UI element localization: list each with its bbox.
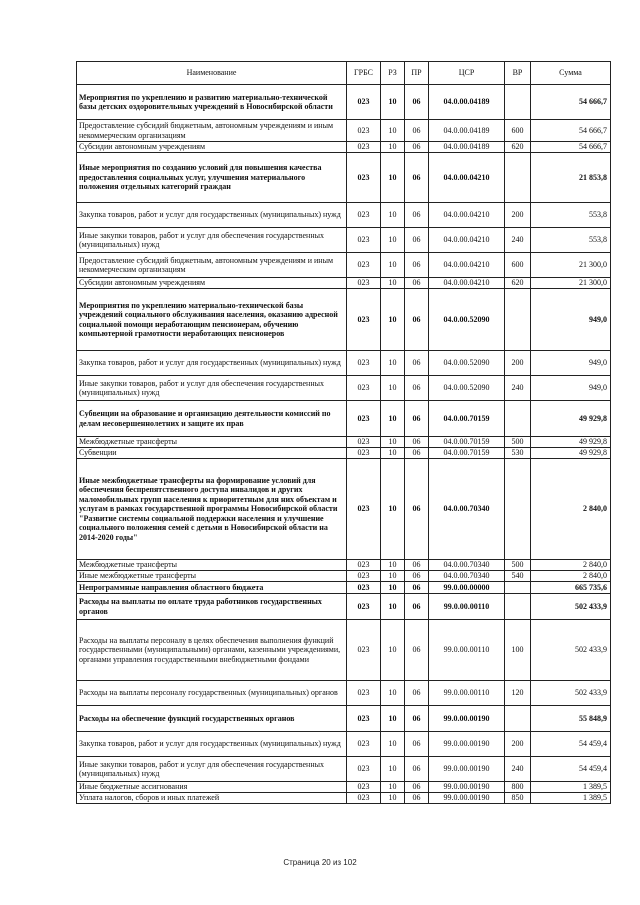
- row-name-cell: Расходы на выплаты по оплате труда работников государственных органов: [77, 594, 347, 620]
- row-rz-cell: 10: [381, 582, 405, 594]
- row-vr-cell: [505, 594, 531, 620]
- row-pr-cell: 06: [405, 351, 429, 376]
- row-vr-cell: 200: [505, 732, 531, 757]
- row-csr-cell: 04.0.00.04189: [429, 142, 505, 153]
- row-pr-cell: 06: [405, 153, 429, 203]
- row-name-cell: Субвенции на образование и организацию деятельности комиссий по делам несовершеннолетних и защите их прав: [77, 401, 347, 437]
- row-pr-cell: 06: [405, 85, 429, 120]
- row-csr-cell: 04.0.00.70340: [429, 459, 505, 560]
- row-grbs-cell: 023: [347, 782, 381, 793]
- row-rz-cell: 10: [381, 401, 405, 437]
- row-vr-cell: 120: [505, 681, 531, 706]
- row-pr-cell: 06: [405, 594, 429, 620]
- row-grbs-cell: 023: [347, 401, 381, 437]
- row-grbs-cell: 023: [347, 620, 381, 681]
- row-grbs-cell: 023: [347, 120, 381, 142]
- table-row: [77, 782, 611, 793]
- row-rz-cell: 10: [381, 782, 405, 793]
- row-pr-cell: 06: [405, 560, 429, 571]
- row-sum-cell: 1 389,5: [531, 793, 611, 804]
- row-grbs-cell: 023: [347, 459, 381, 560]
- header-rz: РЗ: [381, 62, 405, 85]
- row-pr-cell: 06: [405, 757, 429, 782]
- row-pr-cell: 06: [405, 793, 429, 804]
- row-vr-cell: [505, 401, 531, 437]
- row-sum-cell: 54 666,7: [531, 85, 611, 120]
- row-name-cell: Субсидии автономным учреждениям: [77, 278, 347, 289]
- row-pr-cell: 06: [405, 289, 429, 351]
- row-grbs-cell: 023: [347, 732, 381, 757]
- header-grbs: ГРБС: [347, 62, 381, 85]
- row-pr-cell: 06: [405, 620, 429, 681]
- row-vr-cell: 530: [505, 448, 531, 459]
- row-rz-cell: 10: [381, 153, 405, 203]
- row-name-cell: Иные бюджетные ассигнования: [77, 782, 347, 793]
- row-name-cell: Расходы на выплаты персоналу в целях обеспечения выполнения функций государственными (муниципальными) органами, казенными учреждениями, органами управления государственными внебюджетными фондами: [77, 620, 347, 681]
- row-rz-cell: 10: [381, 203, 405, 228]
- row-vr-cell: 100: [505, 620, 531, 681]
- row-sum-cell: 502 433,9: [531, 594, 611, 620]
- row-csr-cell: 04.0.00.70159: [429, 437, 505, 448]
- row-grbs-cell: 023: [347, 437, 381, 448]
- row-vr-cell: 540: [505, 571, 531, 582]
- row-rz-cell: 10: [381, 620, 405, 681]
- row-grbs-cell: 023: [347, 376, 381, 401]
- row-csr-cell: 99.0.00.00190: [429, 782, 505, 793]
- row-sum-cell: 2 840,0: [531, 571, 611, 582]
- row-name-cell: Мероприятия по укреплению и развитию материально-технической базы детских оздоровительных учреждений в Новосибирской области: [77, 85, 347, 120]
- row-vr-cell: 620: [505, 142, 531, 153]
- row-name-cell: Субвенции: [77, 448, 347, 459]
- row-pr-cell: 06: [405, 681, 429, 706]
- row-rz-cell: 10: [381, 253, 405, 278]
- row-rz-cell: 10: [381, 594, 405, 620]
- row-grbs-cell: 023: [347, 582, 381, 594]
- row-vr-cell: 240: [505, 228, 531, 253]
- row-pr-cell: 06: [405, 437, 429, 448]
- row-pr-cell: 06: [405, 228, 429, 253]
- row-pr-cell: 06: [405, 732, 429, 757]
- row-rz-cell: 10: [381, 706, 405, 732]
- row-rz-cell: 10: [381, 448, 405, 459]
- row-grbs-cell: 023: [347, 594, 381, 620]
- row-rz-cell: 10: [381, 289, 405, 351]
- row-rz-cell: 10: [381, 571, 405, 582]
- row-rz-cell: 10: [381, 681, 405, 706]
- row-sum-cell: 949,0: [531, 289, 611, 351]
- table-row: [77, 793, 611, 804]
- row-csr-cell: 04.0.00.04210: [429, 278, 505, 289]
- row-vr-cell: 200: [505, 203, 531, 228]
- table-row: [77, 153, 611, 203]
- table-row: [77, 571, 611, 582]
- row-name-cell: Иные закупки товаров, работ и услуг для обеспечения государственных (муниципальных) нужд: [77, 757, 347, 782]
- row-csr-cell: 04.0.00.70340: [429, 571, 505, 582]
- row-name-cell: Закупка товаров, работ и услуг для государственных (муниципальных) нужд: [77, 203, 347, 228]
- table-header-row: [77, 62, 611, 85]
- row-rz-cell: 10: [381, 560, 405, 571]
- row-sum-cell: 49 929,8: [531, 401, 611, 437]
- row-vr-cell: [505, 582, 531, 594]
- row-pr-cell: 06: [405, 706, 429, 732]
- row-csr-cell: 04.0.00.70159: [429, 401, 505, 437]
- row-grbs-cell: 023: [347, 228, 381, 253]
- row-vr-cell: [505, 459, 531, 560]
- header-csr: ЦСР: [429, 62, 505, 85]
- row-rz-cell: 10: [381, 437, 405, 448]
- row-grbs-cell: 023: [347, 571, 381, 582]
- row-grbs-cell: 023: [347, 448, 381, 459]
- table-row: [77, 253, 611, 278]
- row-name-cell: Закупка товаров, работ и услуг для государственных (муниципальных) нужд: [77, 732, 347, 757]
- row-vr-cell: 500: [505, 560, 531, 571]
- row-pr-cell: 06: [405, 459, 429, 560]
- row-rz-cell: 10: [381, 85, 405, 120]
- row-csr-cell: 04.0.00.04189: [429, 120, 505, 142]
- row-sum-cell: 2 840,0: [531, 560, 611, 571]
- row-vr-cell: 240: [505, 757, 531, 782]
- row-grbs-cell: 023: [347, 560, 381, 571]
- row-rz-cell: 10: [381, 120, 405, 142]
- row-vr-cell: 850: [505, 793, 531, 804]
- row-name-cell: Непрограммные направления областного бюджета: [77, 582, 347, 594]
- row-csr-cell: 04.0.00.52090: [429, 351, 505, 376]
- table-row: [77, 459, 611, 560]
- row-csr-cell: 99.0.00.00190: [429, 793, 505, 804]
- row-sum-cell: 55 848,9: [531, 706, 611, 732]
- row-csr-cell: 04.0.00.52090: [429, 376, 505, 401]
- row-csr-cell: 99.0.00.00110: [429, 681, 505, 706]
- row-sum-cell: 502 433,9: [531, 681, 611, 706]
- table-row: [77, 85, 611, 120]
- row-rz-cell: 10: [381, 459, 405, 560]
- row-rz-cell: 10: [381, 732, 405, 757]
- row-sum-cell: 502 433,9: [531, 620, 611, 681]
- table-row: [77, 120, 611, 142]
- table-row: [77, 437, 611, 448]
- row-pr-cell: 06: [405, 401, 429, 437]
- table-row: [77, 560, 611, 571]
- page-number: Страница 20 из 102: [283, 858, 357, 867]
- table-row: [77, 351, 611, 376]
- row-sum-cell: 54 459,4: [531, 732, 611, 757]
- row-sum-cell: 553,8: [531, 203, 611, 228]
- row-sum-cell: 49 929,8: [531, 448, 611, 459]
- row-vr-cell: 500: [505, 437, 531, 448]
- row-csr-cell: 99.0.00.00190: [429, 757, 505, 782]
- row-grbs-cell: 023: [347, 351, 381, 376]
- table-row: [77, 620, 611, 681]
- row-pr-cell: 06: [405, 582, 429, 594]
- table-row: [77, 289, 611, 351]
- row-name-cell: Иные мероприятия по созданию условий для повышения качества предоставления социальных услуг, улучшения материального положения отдельных категорий граждан: [77, 153, 347, 203]
- row-csr-cell: 04.0.00.04210: [429, 228, 505, 253]
- row-sum-cell: 21 300,0: [531, 253, 611, 278]
- row-csr-cell: 99.0.00.00110: [429, 620, 505, 681]
- row-rz-cell: 10: [381, 142, 405, 153]
- row-rz-cell: 10: [381, 278, 405, 289]
- row-grbs-cell: 023: [347, 278, 381, 289]
- row-pr-cell: 06: [405, 120, 429, 142]
- row-vr-cell: [505, 706, 531, 732]
- row-name-cell: Межбюджетные трансферты: [77, 560, 347, 571]
- header-name: Наименование: [77, 62, 347, 85]
- row-sum-cell: 54 666,7: [531, 120, 611, 142]
- row-vr-cell: 620: [505, 278, 531, 289]
- row-grbs-cell: 023: [347, 85, 381, 120]
- row-rz-cell: 10: [381, 351, 405, 376]
- row-csr-cell: 04.0.00.04210: [429, 203, 505, 228]
- table-row: [77, 706, 611, 732]
- row-grbs-cell: 023: [347, 706, 381, 732]
- table-row: [77, 594, 611, 620]
- row-vr-cell: [505, 153, 531, 203]
- row-sum-cell: 949,0: [531, 376, 611, 401]
- header-sum: Сумма: [531, 62, 611, 85]
- row-vr-cell: [505, 85, 531, 120]
- table-row: [77, 142, 611, 153]
- row-pr-cell: 06: [405, 376, 429, 401]
- row-grbs-cell: 023: [347, 757, 381, 782]
- row-csr-cell: 04.0.00.04210: [429, 253, 505, 278]
- row-grbs-cell: 023: [347, 793, 381, 804]
- row-pr-cell: 06: [405, 203, 429, 228]
- row-rz-cell: 10: [381, 757, 405, 782]
- row-csr-cell: 99.0.00.00110: [429, 594, 505, 620]
- row-grbs-cell: 023: [347, 203, 381, 228]
- table-body: [77, 85, 611, 804]
- row-pr-cell: 06: [405, 571, 429, 582]
- table-row: [77, 681, 611, 706]
- row-vr-cell: 800: [505, 782, 531, 793]
- row-sum-cell: 49 929,8: [531, 437, 611, 448]
- row-name-cell: Субсидии автономным учреждениям: [77, 142, 347, 153]
- row-rz-cell: 10: [381, 793, 405, 804]
- row-name-cell: Закупка товаров, работ и услуг для государственных (муниципальных) нужд: [77, 351, 347, 376]
- row-csr-cell: 04.0.00.04189: [429, 85, 505, 120]
- row-grbs-cell: 023: [347, 253, 381, 278]
- budget-table-sheet: [76, 61, 610, 804]
- row-pr-cell: 06: [405, 782, 429, 793]
- row-pr-cell: 06: [405, 448, 429, 459]
- row-grbs-cell: 023: [347, 289, 381, 351]
- row-sum-cell: 665 735,6: [531, 582, 611, 594]
- header-pr: ПР: [405, 62, 429, 85]
- row-vr-cell: 240: [505, 376, 531, 401]
- table-row: [77, 228, 611, 253]
- row-name-cell: Иные закупки товаров, работ и услуг для обеспечения государственных (муниципальных) нужд: [77, 376, 347, 401]
- row-name-cell: Иные межбюджетные трансферты: [77, 571, 347, 582]
- row-csr-cell: 04.0.00.70159: [429, 448, 505, 459]
- row-vr-cell: 200: [505, 351, 531, 376]
- row-csr-cell: 99.0.00.00190: [429, 732, 505, 757]
- row-sum-cell: 21 300,0: [531, 278, 611, 289]
- row-name-cell: Предоставление субсидий бюджетным, автономным учреждениям и иным некоммерческим организациям: [77, 120, 347, 142]
- table-row: [77, 448, 611, 459]
- row-csr-cell: 99.0.00.00190: [429, 706, 505, 732]
- row-csr-cell: 04.0.00.52090: [429, 289, 505, 351]
- row-sum-cell: 54 459,4: [531, 757, 611, 782]
- row-csr-cell: 04.0.00.70340: [429, 560, 505, 571]
- row-pr-cell: 06: [405, 278, 429, 289]
- table-row: [77, 757, 611, 782]
- row-name-cell: Иные закупки товаров, работ и услуг для обеспечения государственных (муниципальных) нужд: [77, 228, 347, 253]
- row-sum-cell: 21 853,8: [531, 153, 611, 203]
- budget-table: [76, 61, 611, 804]
- table-row: [77, 732, 611, 757]
- row-rz-cell: 10: [381, 376, 405, 401]
- table-row: [77, 203, 611, 228]
- row-sum-cell: 2 840,0: [531, 459, 611, 560]
- row-pr-cell: 06: [405, 253, 429, 278]
- row-vr-cell: 600: [505, 253, 531, 278]
- row-grbs-cell: 023: [347, 153, 381, 203]
- row-name-cell: Иные межбюджетные трансферты на формирование условий для обеспечения беспрепятственного доступа инвалидов и других маломобильных групп населения к приоритетным для них объектам и услугам в рамках государственной программы Новосибирской области "Развитие системы социальной поддержки населения и улучшение социального положения семей с детьми в Новосибирской области на 2014-2020 годы": [77, 459, 347, 560]
- row-csr-cell: 04.0.00.04210: [429, 153, 505, 203]
- row-rz-cell: 10: [381, 228, 405, 253]
- row-grbs-cell: 023: [347, 142, 381, 153]
- row-vr-cell: [505, 289, 531, 351]
- row-vr-cell: 600: [505, 120, 531, 142]
- row-pr-cell: 06: [405, 142, 429, 153]
- row-name-cell: Предоставление субсидий бюджетным, автономным учреждениям и иным некоммерческим организациям: [77, 253, 347, 278]
- row-name-cell: Межбюджетные трансферты: [77, 437, 347, 448]
- row-grbs-cell: 023: [347, 681, 381, 706]
- row-name-cell: Расходы на обеспечение функций государственных органов: [77, 706, 347, 732]
- row-sum-cell: 54 666,7: [531, 142, 611, 153]
- row-sum-cell: 553,8: [531, 228, 611, 253]
- row-sum-cell: 949,0: [531, 351, 611, 376]
- table-row: [77, 582, 611, 594]
- row-csr-cell: 99.0.00.00000: [429, 582, 505, 594]
- row-sum-cell: 1 389,5: [531, 782, 611, 793]
- header-vr: ВР: [505, 62, 531, 85]
- table-row: [77, 278, 611, 289]
- row-name-cell: Мероприятия по укреплению материально-технической базы учреждений социального обслуживания населения, оказанию адресной социальной помощи неработающим пенсионерам, обучению компьютерной грамотности неработающих пенсионеров: [77, 289, 347, 351]
- table-row: [77, 376, 611, 401]
- row-name-cell: Расходы на выплаты персоналу государственных (муниципальных) органов: [77, 681, 347, 706]
- row-name-cell: Уплата налогов, сборов и иных платежей: [77, 793, 347, 804]
- table-row: [77, 401, 611, 437]
